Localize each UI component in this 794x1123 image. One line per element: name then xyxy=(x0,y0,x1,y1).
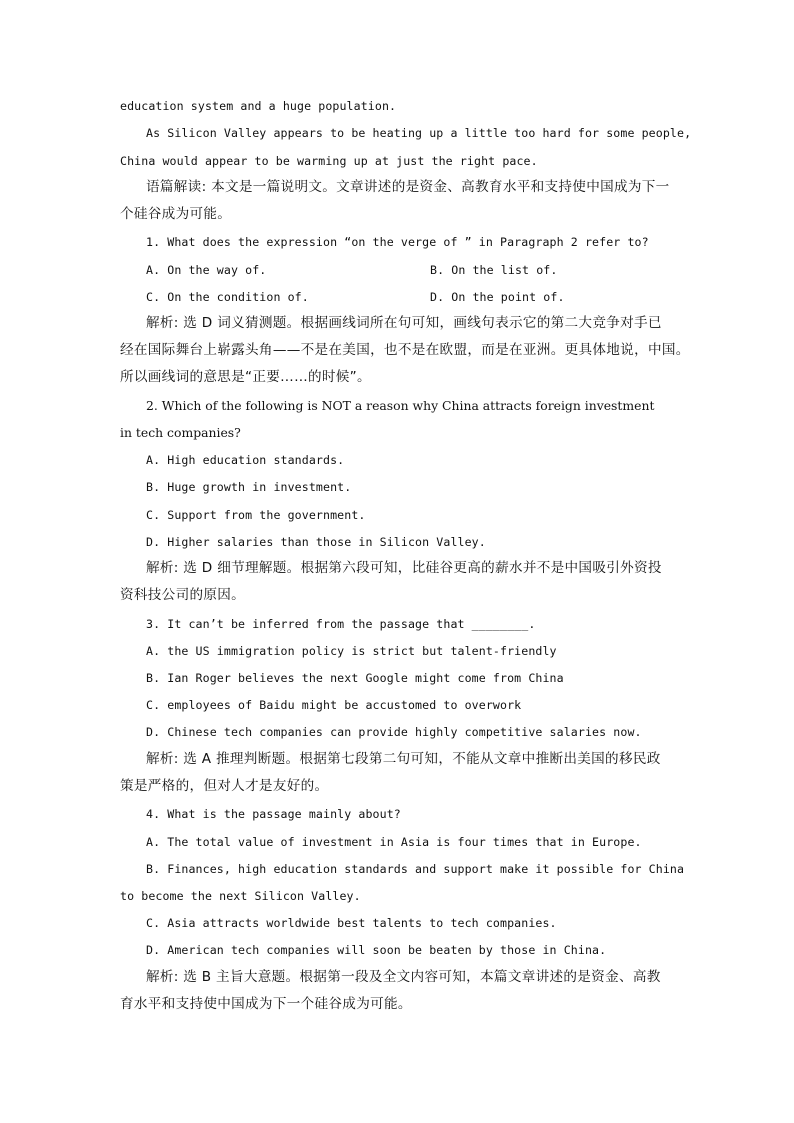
question-3-option-b: B. Ian Roger believes the next Google might come from China xyxy=(146,671,564,685)
question-2-explanation: 资科技公司的原因。 xyxy=(120,587,246,603)
question-1-option-c: C. On the condition of. xyxy=(146,290,309,304)
question-1-option-d: D. On the point of. xyxy=(430,290,565,304)
question-1-stem: 1. What does the expression “on the verge of ” in Paragraph 2 refer to? xyxy=(146,235,649,249)
question-1-explanation: 所以画线词的意思是“正要……的时候”。 xyxy=(120,369,371,385)
summary-line: 语篇解读: 本文是一篇说明文。文章讲述的是资金、高教育水平和支持使中国成为下一 xyxy=(146,179,670,195)
passage-line: As Silicon Valley appears to be heating up a little too hard for some people, xyxy=(146,126,692,140)
question-4-stem: 4. What is the passage mainly about? xyxy=(146,807,401,821)
question-3-explanation: 解析: 选 A 推理判断题。根据第七段第二句可知，不能从文章中推断出美国的移民政 xyxy=(146,751,661,767)
question-4-option-b: to become the next Silicon Valley. xyxy=(120,889,361,903)
question-4-option-d: D. American tech companies will soon be beaten by those in China. xyxy=(146,943,607,957)
question-2-explanation: 解析: 选 D 细节理解题。根据第六段可知，比硅谷更高的薪水并不是中国吸引外资投 xyxy=(146,560,662,576)
question-3-option-c: C. employees of Baidu might be accustomed to overwork xyxy=(146,698,522,712)
question-1-option-a: A. On the way of. xyxy=(146,263,267,277)
question-1-explanation: 经在国际舞台上崭露头角——不是在美国，也不是在欧盟，而是在亚洲。更具体地说，中国。 xyxy=(120,342,690,358)
question-3-stem: 3. It can’t be inferred from the passage that ________. xyxy=(146,617,536,631)
question-1-option-b: B. On the list of. xyxy=(430,263,558,277)
question-2-option-a: A. High education standards. xyxy=(146,453,345,467)
question-4-explanation: 育水平和支持使中国成为下一个硅谷成为可能。 xyxy=(120,996,412,1012)
question-2-option-d: D. Higher salaries than those in Silicon Valley. xyxy=(146,535,486,549)
question-3-explanation: 策是严格的，但对人才是友好的。 xyxy=(120,778,329,794)
question-4-option-c: C. Asia attracts worldwide best talents to tech companies. xyxy=(146,916,557,930)
question-2-stem: 2. Which of the following is NOT a reason why China attracts foreign investment xyxy=(146,398,655,413)
question-3-option-d: D. Chinese tech companies can provide highly competitive salaries now. xyxy=(146,725,642,739)
question-4-explanation: 解析: 选 B 主旨大意题。根据第一段及全文内容可知，本篇文章讲述的是资金、高教 xyxy=(146,969,661,985)
question-4-option-b: B. Finances, high education standards and support make it possible for China xyxy=(146,862,685,876)
passage-line: China would appear to be warming up at just the right pace. xyxy=(120,154,538,168)
question-3-option-a: A. the US immigration policy is strict but talent-friendly xyxy=(146,644,557,658)
passage-line: education system and a huge population. xyxy=(120,99,397,113)
question-1-explanation: 解析: 选 D 词义猜测题。根据画线词所在句可知，画线句表示它的第二大竞争对手已 xyxy=(146,315,662,331)
question-2-option-c: C. Support from the government. xyxy=(146,508,366,522)
question-2-stem: in tech companies? xyxy=(120,425,241,440)
question-2-option-b: B. Huge growth in investment. xyxy=(146,480,352,494)
question-4-option-a: A. The total value of investment in Asia is four times that in Europe. xyxy=(146,835,642,849)
summary-line: 个硅谷成为可能。 xyxy=(120,206,232,222)
